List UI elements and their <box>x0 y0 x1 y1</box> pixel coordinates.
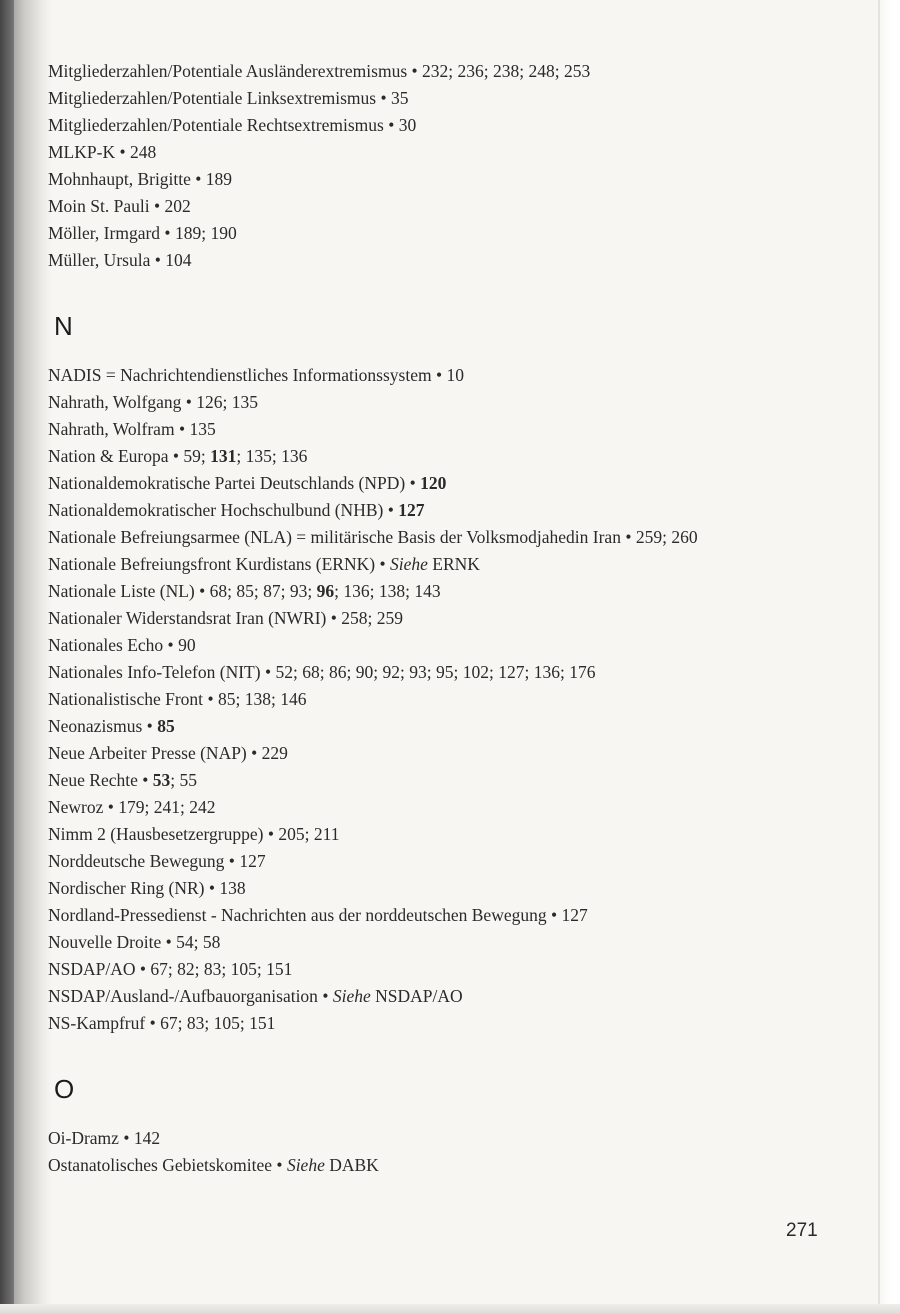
entry-page-ref: 104 <box>165 250 192 270</box>
index-entry: Nationaldemokratischer Hochschulbund (NHB) • 127 <box>48 500 425 520</box>
entry-term: Neue Rechte <box>48 770 138 790</box>
book-binding-edge <box>0 0 14 1314</box>
index-entry: NSDAP/AO • 67; 82; 83; 105; 151 <box>48 959 293 979</box>
index-content <box>48 58 868 1179</box>
index-entry: Nationale Befreiungsarmee (NLA) = militärische Basis der Volksmodjahedin Iran • 259; 260 <box>48 527 698 547</box>
entry-page-ref: 258 <box>341 608 368 628</box>
entry-page-ref: 87 <box>263 581 281 601</box>
entry-page-ref: 211 <box>313 824 340 844</box>
index-entry: Nationaler Widerstandsrat Iran (NWRI) • 258; 259 <box>48 608 404 628</box>
entry-page-ref: 151 <box>266 959 293 979</box>
entry-term: Nationaldemokratische Partei Deutschlands (NPD) <box>48 473 406 493</box>
index-section <box>48 1067 868 1179</box>
index-entry: NS-Kampfruf • 67; 83; 105; 151 <box>48 1013 276 1033</box>
entry-page-ref: 146 <box>280 689 307 709</box>
entry-page-ref: 35 <box>390 88 409 108</box>
entry-page-ref: 127 <box>398 500 425 520</box>
entry-page-ref: 259 <box>635 527 663 547</box>
entry-page-ref: 138 <box>378 581 406 601</box>
entry-term: Neue Arbeiter Presse (NAP) <box>48 743 247 763</box>
index-entry: Neue Rechte • 53; 55 <box>48 770 198 790</box>
see-reference-label: Siehe <box>389 554 428 574</box>
index-entry: Neue Arbeiter Presse (NAP) • 229 <box>48 743 288 763</box>
entry-page-ref: 205 <box>278 824 305 844</box>
entry-page-ref: 232 <box>422 61 449 81</box>
index-entry: Nationaldemokratische Partei Deutschlands (NPD) • 120 <box>48 473 447 493</box>
entry-term: Nouvelle Droite <box>48 932 162 952</box>
index-entry: Ostanatolisches Gebietskomitee • Siehe DABK <box>48 1155 379 1175</box>
entry-page-ref: 95 <box>435 662 454 682</box>
entry-page-ref: 92 <box>382 662 400 682</box>
entry-term: Nationales Info-Telefon (NIT) <box>48 662 261 682</box>
entry-page-ref: 127 <box>561 905 588 925</box>
entry-page-ref: 248 <box>528 61 555 81</box>
entry-term: NS-Kampfruf <box>48 1013 146 1033</box>
entry-term: NADIS = Nachrichtendienstliches Informationssystem <box>48 365 432 385</box>
entry-page-ref: 143 <box>414 581 441 601</box>
index-section <box>48 304 868 1037</box>
page-right-edge <box>878 0 900 1314</box>
see-reference-label: Siehe <box>286 1155 325 1175</box>
entry-page-ref: 68 <box>209 581 228 601</box>
index-entry: Nationale Befreiungsfront Kurdistans (ERNK) • Siehe ERNK <box>48 554 480 574</box>
entry-page-ref: 93 <box>289 581 308 601</box>
entry-term: NSDAP/AO <box>48 959 136 979</box>
entry-term: Möller, Irmgard <box>48 223 161 243</box>
entry-page-ref: 83 <box>203 959 222 979</box>
index-entry: Müller, Ursula • 104 <box>48 250 192 270</box>
entry-page-ref: 142 <box>133 1128 161 1148</box>
entry-page-ref: 138 <box>219 878 246 898</box>
entry-page-ref: 136 <box>533 662 560 682</box>
entry-term: Oi-Dramz <box>48 1128 119 1148</box>
section-letter-heading: N <box>54 311 73 341</box>
entry-term: Nationalistische Front <box>48 689 204 709</box>
entry-page-ref: 90 <box>178 635 196 655</box>
entry-page-ref: 189 <box>174 223 202 243</box>
entry-term: Nationales Echo <box>48 635 164 655</box>
entry-term: NSDAP/Ausland-/Aufbauorganisation <box>48 986 318 1006</box>
entry-page-ref: 136 <box>343 581 370 601</box>
entry-page-ref: 86 <box>328 662 347 682</box>
entry-page-ref: 190 <box>210 223 237 243</box>
entry-page-ref: 85 <box>217 689 236 709</box>
entry-page-ref: 138 <box>244 689 271 709</box>
entry-page-ref: 189 <box>205 169 233 189</box>
entry-page-ref: 253 <box>564 61 591 81</box>
see-reference-target: DABK <box>329 1155 379 1175</box>
entry-term: Nordland-Pressedienst - Nachrichten aus der norddeutschen Bewegung <box>48 905 547 925</box>
entry-term: Norddeutsche Bewegung <box>48 851 225 871</box>
entry-page-ref: 127 <box>498 662 525 682</box>
entry-page-ref: 53 <box>152 770 171 790</box>
index-entry: Nationales Echo • 90 <box>48 635 196 655</box>
entry-term: Mohnhaupt, Brigitte <box>48 169 191 189</box>
entry-page-ref: 176 <box>569 662 596 682</box>
entry-page-ref: 85 <box>157 716 175 736</box>
index-entry: Nouvelle Droite • 54; 58 <box>48 932 221 952</box>
entry-page-ref: 82 <box>177 959 195 979</box>
entry-page-ref: 120 <box>420 473 447 493</box>
entry-page-ref: 179 <box>118 797 145 817</box>
entry-page-ref: 105 <box>230 959 257 979</box>
index-entry: Mitgliederzahlen/Potentiale Linksextremismus • 35 <box>48 88 409 108</box>
index-entry: Nordland-Pressedienst - Nachrichten aus der norddeutschen Bewegung • 127 <box>48 905 588 925</box>
entry-term: Nationale Befreiungsarmee (NLA) = militärische Basis der Volksmodjahedin Iran <box>48 527 621 547</box>
entry-page-ref: 202 <box>164 196 191 216</box>
index-entry: Oi-Dramz • 142 <box>48 1128 161 1148</box>
entry-term: Mitgliederzahlen/Potentiale Rechtsextremismus <box>48 115 384 135</box>
entry-term: Neonazismus <box>48 716 143 736</box>
entry-term: Nationale Befreiungsfront Kurdistans (ERNK) <box>48 554 376 574</box>
entry-page-ref: 10 <box>446 365 464 385</box>
entry-term: Nordischer Ring (NR) <box>48 878 205 898</box>
entry-page-ref: 135 <box>231 392 259 412</box>
entry-term: Nahrath, Wolfram <box>48 419 175 439</box>
entry-page-ref: 127 <box>239 851 266 871</box>
entry-term: MLKP-K <box>48 142 116 162</box>
entry-term: Newroz <box>48 797 104 817</box>
see-reference-target: ERNK <box>432 554 480 574</box>
entry-page-ref: 241 <box>153 797 181 817</box>
entry-page-ref: 229 <box>261 743 288 763</box>
entry-term: Mitgliederzahlen/Potentiale Ausländerextremismus <box>48 61 408 81</box>
entry-term: Mitgliederzahlen/Potentiale Linksextremismus <box>48 88 377 108</box>
entry-page-ref: 93 <box>409 662 427 682</box>
entry-page-ref: 52 <box>275 662 293 682</box>
index-entry: Nationale Liste (NL) • 68; 85; 87; 93; 96; 136; 138; 143 <box>48 581 441 601</box>
entry-term: Moin St. Pauli <box>48 196 150 216</box>
see-reference-label: Siehe <box>332 986 371 1006</box>
entry-page-ref: 238 <box>493 61 520 81</box>
entry-page-ref: 248 <box>129 142 157 162</box>
index-entry: Möller, Irmgard • 189; 190 <box>48 223 237 243</box>
entry-page-ref: 102 <box>462 662 489 682</box>
entry-term: Nationaler Widerstandsrat Iran (NWRI) <box>48 608 327 628</box>
index-entry: Nation & Europa • 59; 131; 135; 136 <box>48 446 308 466</box>
entry-term: Nation & Europa <box>48 446 169 466</box>
index-entry: Nationales Info-Telefon (NIT) • 52; 68; 86; 90; 92; 93; 95; 102; 127; 136; 176 <box>48 662 596 682</box>
entry-page-ref: 67 <box>150 959 168 979</box>
index-entry: Nordischer Ring (NR) • 138 <box>48 878 246 898</box>
entry-page-ref: 136 <box>281 446 308 466</box>
index-entry: Mitgliederzahlen/Potentiale Ausländerextremismus • 232; 236; 238; 248; 253 <box>48 61 591 81</box>
entry-page-ref: 135 <box>245 446 272 466</box>
index-entry: Nimm 2 (Hausbesetzergruppe) • 205; 211 <box>48 824 340 844</box>
entry-page-ref: 126 <box>196 392 223 412</box>
entry-page-ref: 259 <box>376 608 404 628</box>
section-letter-heading: O <box>54 1074 75 1104</box>
entry-term: Nimm 2 (Hausbesetzergruppe) <box>48 824 264 844</box>
index-entry: Nahrath, Wolfram • 135 <box>48 419 216 439</box>
entry-term: Ostanatolisches Gebietskomitee <box>48 1155 273 1175</box>
entry-page-ref: 242 <box>189 797 216 817</box>
index-entry: Norddeutsche Bewegung • 127 <box>48 851 266 871</box>
entry-page-ref: 151 <box>249 1013 276 1033</box>
see-reference-target: NSDAP/AO <box>375 986 463 1006</box>
index-entry: Mohnhaupt, Brigitte • 189 <box>48 169 233 189</box>
entry-term: Nahrath, Wolfgang <box>48 392 182 412</box>
entry-page-ref: 59 <box>183 446 201 466</box>
index-entry: Moin St. Pauli • 202 <box>48 196 191 216</box>
entry-page-ref: 131 <box>210 446 237 466</box>
index-entry: Newroz • 179; 241; 242 <box>48 797 216 817</box>
entry-page-ref: 90 <box>355 662 374 682</box>
entry-term: Müller, Ursula <box>48 250 151 270</box>
entry-term: Nationaldemokratischer Hochschulbund (NHB) <box>48 500 384 520</box>
entry-page-ref: 58 <box>202 932 221 952</box>
entry-page-ref: 135 <box>189 419 216 439</box>
index-entry: NADIS = Nachrichtendienstliches Informationssystem • 10 <box>48 365 464 385</box>
index-entry: NSDAP/Ausland-/Aufbauorganisation • Siehe NSDAP/AO <box>48 986 463 1006</box>
entry-page-ref: 68 <box>302 662 320 682</box>
entry-page-ref: 83 <box>186 1013 205 1033</box>
index-entry: Nahrath, Wolfgang • 126; 135 <box>48 392 259 412</box>
entry-page-ref: 105 <box>213 1013 240 1033</box>
entry-page-ref: 85 <box>236 581 254 601</box>
index-entry: Nationalistische Front • 85; 138; 146 <box>48 689 307 709</box>
page-bottom-edge <box>0 1304 900 1314</box>
entry-page-ref: 55 <box>179 770 198 790</box>
index-section <box>48 58 868 274</box>
entry-page-ref: 67 <box>160 1013 178 1033</box>
index-entry: Neonazismus • 85 <box>48 716 175 736</box>
entry-page-ref: 96 <box>316 581 335 601</box>
index-entry: Mitgliederzahlen/Potentiale Rechtsextremismus • 30 <box>48 115 417 135</box>
entry-page-ref: 30 <box>398 115 417 135</box>
entry-page-ref: 260 <box>671 527 698 547</box>
entry-page-ref: 54 <box>176 932 194 952</box>
index-entry: MLKP-K • 248 <box>48 142 157 162</box>
entry-page-ref: 236 <box>457 61 484 81</box>
page-number: 271 <box>786 1220 818 1241</box>
entry-term: Nationale Liste (NL) <box>48 581 195 601</box>
